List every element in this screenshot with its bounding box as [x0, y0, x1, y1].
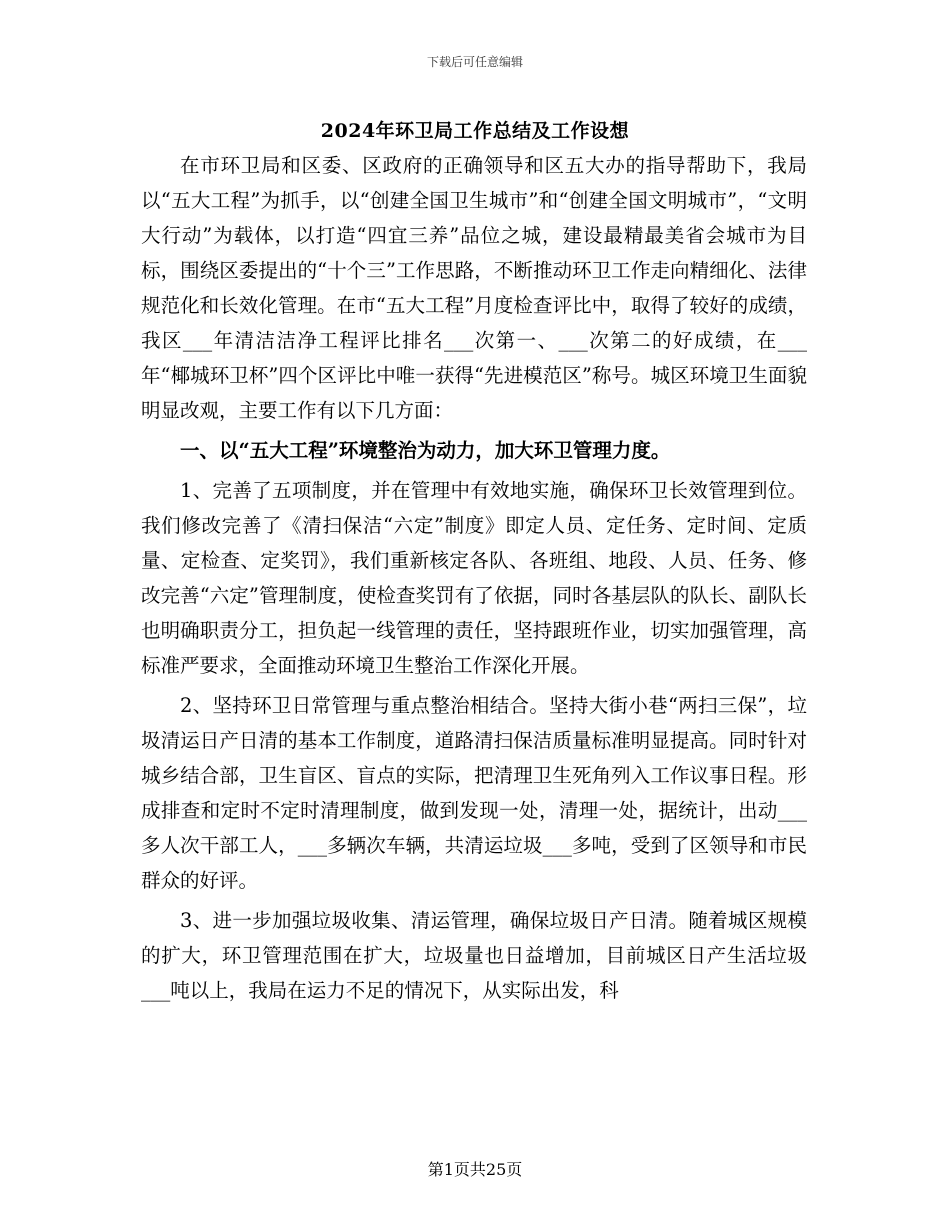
document-body	[141, 148, 807, 1008]
section-heading: 一、以“五大工程”环境整治为动力，加大环卫管理力度。	[180, 439, 671, 462]
paragraph-item-2: 2、坚持环卫日常管理与重点整治相结合。坚持大街小巷“两扫三保”，垃圾清运日产日清的基本工作制度，道路清扫保洁质量标准明显提高。同时针对城乡结合部，卫生盲区、盲点的实际，把清理卫生死角列入工作议事日程。形成排查和定时不定时清理制度，做到发现一处，清理一处，据统计，出动___多人次干部工人，___多辆次车辆，共清运垃圾___多吨，受到了区领导和市民群众的好评。	[141, 694, 807, 892]
paragraph-item-1: 1、完善了五项制度，并在管理中有效地实施，确保环卫长效管理到位。我们修改完善了《清扫保洁“六定”制度》即定人员、定任务、定时间、定质量、定检查、定奖罚》，我们重新核定各队、各班组、地段、人员、任务、修改完善“六定”管理制度，使检查奖罚有了依据，同时各基层队的队长、副队长也明确职责分工，担负起一线管理的责任，坚持跟班作业，切实加强管理，高标准严要求，全面推动环境卫生整治工作深化开展。	[141, 479, 807, 677]
page-header-note: 下载后可任意编辑	[426, 55, 523, 69]
document-title: 2024年环卫局工作总结及工作设想	[320, 120, 630, 142]
paragraph-item-3: 3、进一步加强垃圾收集、清运管理，确保垃圾日产日清。随着城区规模的扩大，环卫管理范围在扩大，垃圾量也日益增加，目前城区日产生活垃圾___吨以上，我局在运力不足的情况下，从实际出发，科	[141, 909, 807, 1002]
paragraph-intro: 在市环卫局和区委、区政府的正确领导和区五大办的指导帮助下，我局以“五大工程”为抓手，以“创建全国卫生城市”和“创建全国文明城市”，“文明大行动”为载体，以打造“四宜三养”品位之城，建设最精最美省会城市为目标，围绕区委提出的“十个三”工作思路，不断推动环卫工作走向精细化、法律规范化和长效化管理。在市“五大工程”月度检查评比中，取得了较好的成绩，我区___年清洁洁净工程评比排名___次第一、___次第二的好成绩，在___年“椰城环卫杯”四个区评比中唯一获得“先进模范区”称号。城区环境卫生面貌明显改观，主要工作有以下几方面：	[141, 154, 807, 422]
page-number: 第1页共25页	[427, 1160, 523, 1179]
